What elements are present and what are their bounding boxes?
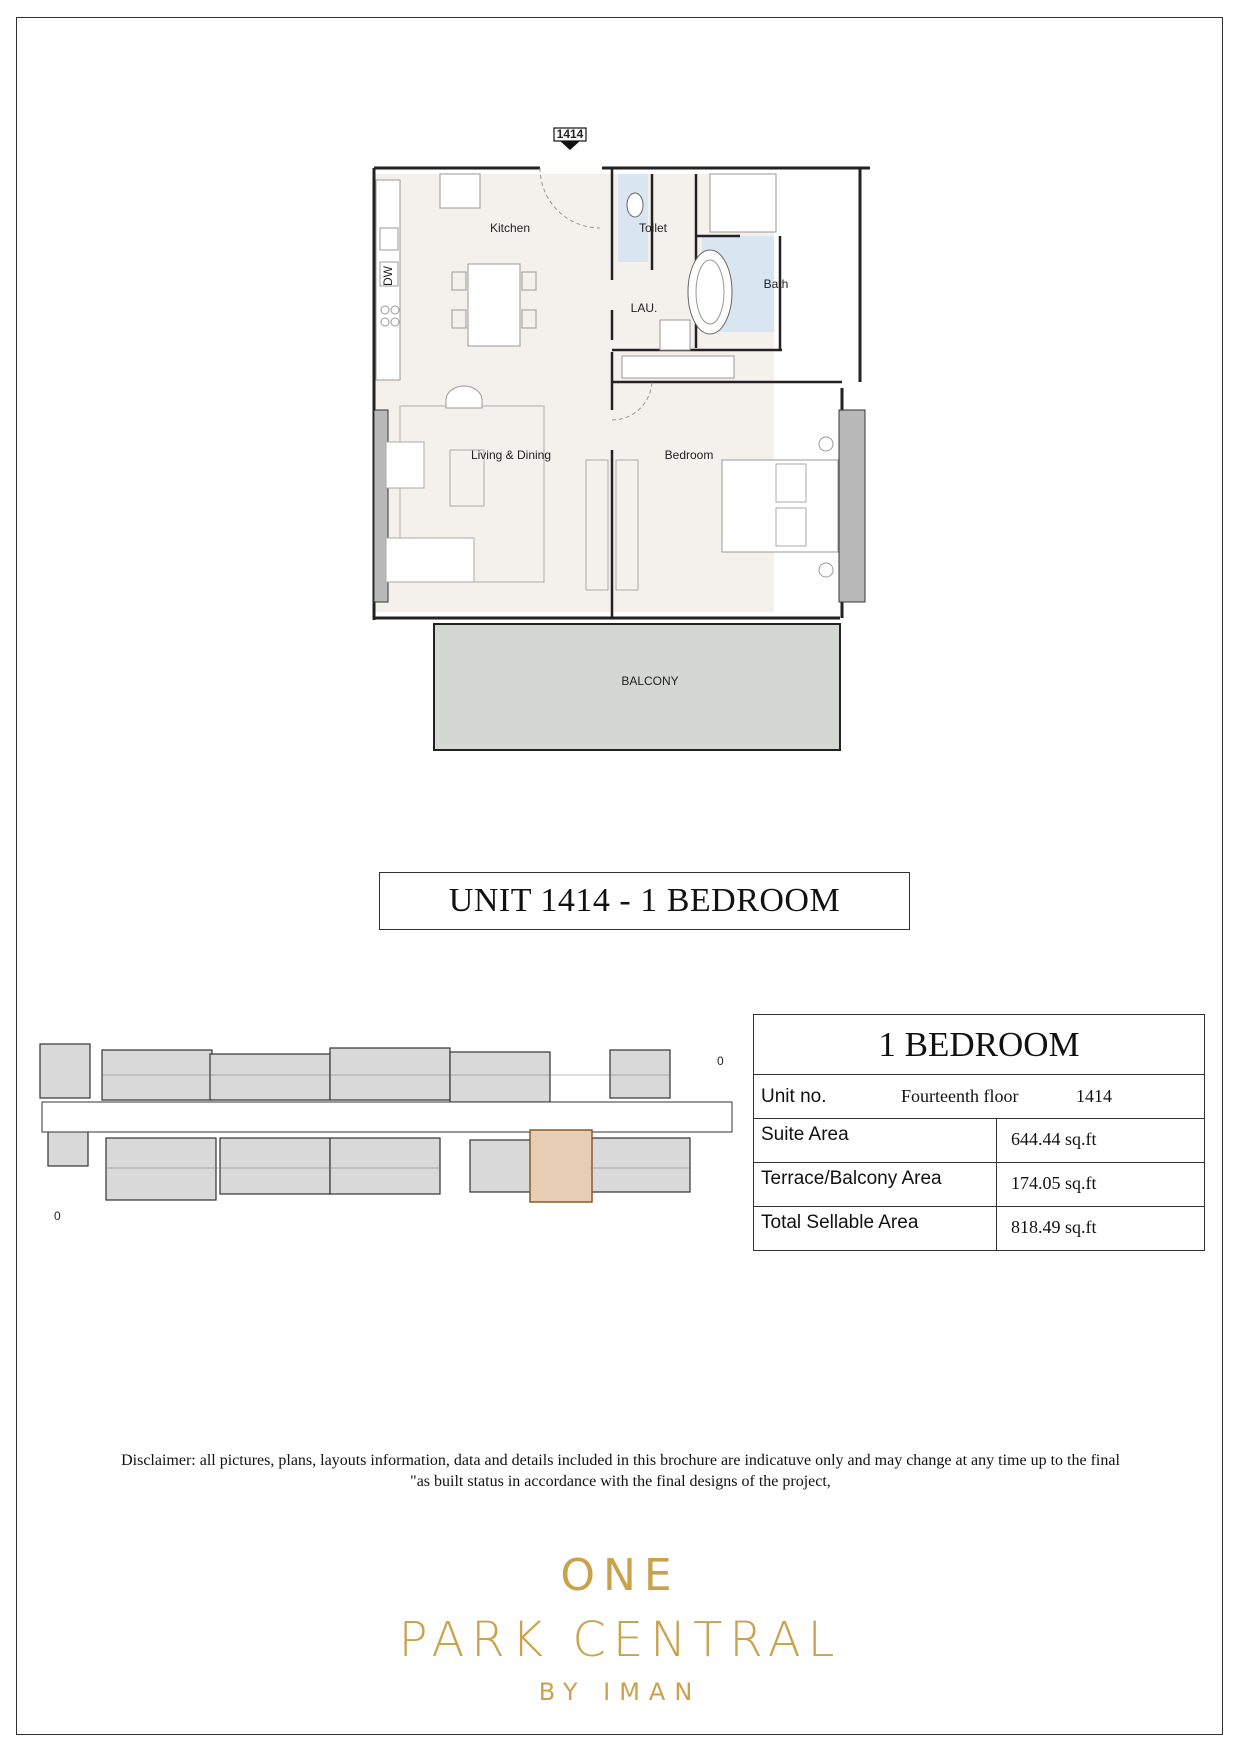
logo-line-by-iman: BY IMAN bbox=[538, 1678, 702, 1706]
unit-tag bbox=[554, 127, 586, 150]
unit-no-value: 1414 bbox=[1076, 1086, 1112, 1106]
highlighted-unit bbox=[530, 1130, 592, 1202]
logo-line-one: ONE bbox=[560, 1550, 680, 1601]
suite-area-label: Suite Area bbox=[754, 1119, 997, 1162]
brand-logo bbox=[340, 1530, 900, 1710]
balcony-area-label: Terrace/Balcony Area bbox=[754, 1163, 997, 1206]
key-marker-right: 0 bbox=[717, 1054, 724, 1068]
unit-number-row bbox=[754, 1075, 1204, 1119]
floor-key-plan bbox=[30, 1030, 740, 1230]
room-label-living: Living & Dining bbox=[470, 448, 552, 462]
unit-title: UNIT 1414 - 1 BEDROOM bbox=[379, 872, 910, 930]
disclaimer-line-1: Disclaimer: all pictures, plans, layouts information, data and details included in this brochure are indicatuve only and may change at any time up to the final bbox=[121, 1452, 1120, 1469]
logo-line-park-central: PARK CENTRAL bbox=[398, 1612, 842, 1668]
suite-area-row bbox=[754, 1119, 1204, 1163]
room-label-toilet: Toilet bbox=[638, 221, 668, 235]
disclaimer-line-2: "as built status in accordance with the final designs of the project, bbox=[410, 1473, 831, 1490]
total-area-row bbox=[754, 1207, 1204, 1250]
total-area-label: Total Sellable Area bbox=[754, 1207, 997, 1250]
total-area-value: 818.49 sq.ft bbox=[1011, 1217, 1097, 1237]
key-marker-left: 0 bbox=[54, 1209, 61, 1223]
dishwasher-label: DW bbox=[381, 266, 395, 286]
room-label-bath: Bath bbox=[763, 277, 789, 291]
room-label-bedroom: Bedroom bbox=[664, 448, 714, 462]
room-label-lau: LAU. bbox=[630, 301, 658, 315]
unit-floor-plan bbox=[360, 120, 880, 760]
unit-tag-label: 1414 bbox=[556, 127, 584, 141]
suite-area-value: 644.44 sq.ft bbox=[1011, 1129, 1097, 1149]
balcony-area-row bbox=[754, 1163, 1204, 1207]
unit-no-label: Unit no. bbox=[761, 1085, 827, 1107]
room-label-kitchen: Kitchen bbox=[489, 221, 531, 235]
unit-info-table bbox=[753, 1014, 1205, 1251]
info-header: 1 BEDROOM bbox=[754, 1015, 1204, 1075]
floor-value: Fourteenth floor bbox=[901, 1086, 1019, 1106]
room-label-balcony: BALCONY bbox=[621, 674, 679, 688]
disclaimer bbox=[50, 1450, 1191, 1492]
balcony-area-value: 174.05 sq.ft bbox=[1011, 1173, 1097, 1193]
